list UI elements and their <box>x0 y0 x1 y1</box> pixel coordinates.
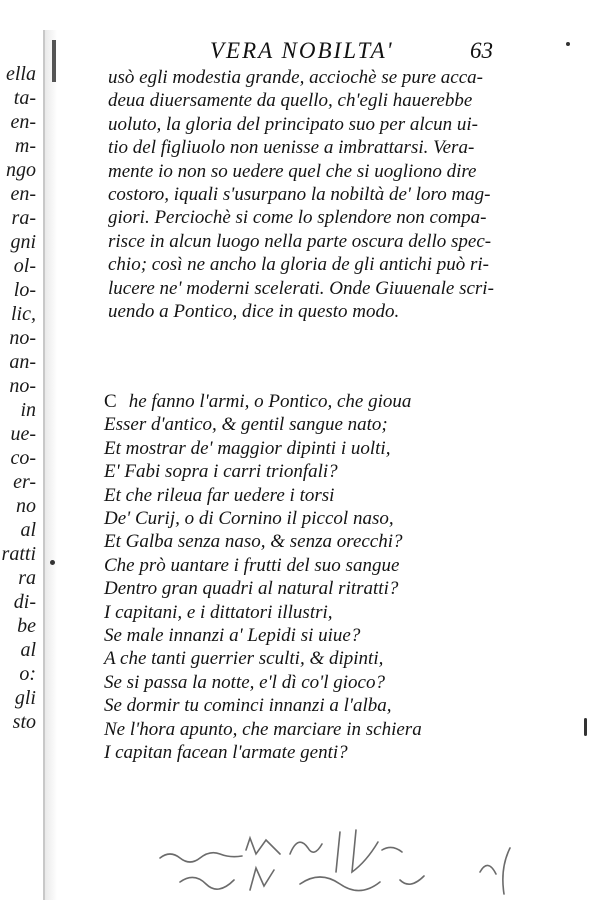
facing-page-word: en- <box>10 183 36 205</box>
prose-line: uendo a Pontico, dice in questo modo. <box>108 301 400 323</box>
verse-line: Se male innanzi a' Lepidi si uiue? <box>104 625 361 647</box>
verse-line: Se si passa la notte, e'l dì co'l gioco? <box>104 671 385 693</box>
facing-page-word: no <box>16 495 36 517</box>
facing-page-word: ra- <box>11 207 36 229</box>
facing-page-word: er- <box>13 471 36 493</box>
prose-line: chio; così ne ancho la gloria de gli antichi può ri- <box>108 254 490 276</box>
prose-line: deua diuersamente da quello, ch'egli hauerebbe <box>108 90 473 112</box>
verse-line: De' Curij, o di Cornino il piccol naso, <box>104 508 394 530</box>
prose-line: mente io non so uedere quel che si uogliono dire <box>108 160 477 182</box>
facing-page-word: lic, <box>11 303 36 325</box>
running-title: VERA NOBILTA' <box>210 38 394 63</box>
verse-line: Ne l'hora apunto, che marciare in schiera <box>104 718 422 740</box>
facing-page-word: di- <box>13 591 36 613</box>
facing-page-fragment <box>0 62 40 734</box>
facing-page-word: o: <box>19 663 36 685</box>
facing-page-word: al <box>20 519 36 541</box>
facing-page-word: ngo <box>6 159 36 181</box>
handwritten-signature <box>150 820 550 900</box>
page-number: 63 <box>470 38 493 63</box>
facing-page-word: no- <box>9 375 36 397</box>
facing-page-word: ue- <box>10 423 36 445</box>
facing-page-word: en- <box>10 111 36 133</box>
facing-page-word: gli <box>14 687 36 709</box>
prose-line: costoro, iquali s'usurpano la nobiltà de' loro mag- <box>108 184 491 206</box>
verse-block <box>104 390 524 765</box>
facing-page-word: gni <box>10 231 36 253</box>
verse-line: Dentro gran quadri al natural ritratti? <box>104 578 399 600</box>
verse-dropcap: C <box>104 391 117 412</box>
ink-speck <box>50 560 55 565</box>
gutter-mark <box>52 40 56 82</box>
verse-line: Se dormir tu cominci innanzi a l'alba, <box>104 695 392 717</box>
prose-body <box>108 66 538 323</box>
verse-line: Esser d'antico, & gentil sangue nato; <box>104 414 388 436</box>
prose-line: risce in alcun luogo nella parte oscura dello spec- <box>108 230 492 252</box>
page-header <box>210 38 530 68</box>
facing-page-word: ta- <box>13 87 36 109</box>
prose-line: uoluto, la gloria del principato suo per alcun ui- <box>108 113 478 135</box>
prose-line: tio del figliuolo non uenisse a imbrattarsi. Vera- <box>108 137 475 159</box>
facing-page-word: co- <box>10 447 36 469</box>
facing-page-word: m- <box>14 135 36 157</box>
facing-page-word: an- <box>9 351 36 373</box>
verse-line-text: he fanno l'armi, o Pontico, che gioua <box>128 391 412 412</box>
ink-speck <box>584 718 587 736</box>
verse-line: Et mostrar de' maggior dipinti i uolti, <box>104 437 391 459</box>
verse-line: E' Fabi sopra i carri trionfali? <box>104 461 338 483</box>
facing-page-word: be <box>17 615 36 637</box>
verse-first-line <box>104 390 524 413</box>
verse-line: I capitan facean l'armate genti? <box>104 742 348 764</box>
facing-page-word: lo- <box>13 279 36 301</box>
facing-page-word: sto <box>12 711 36 733</box>
verse-line: Che prò uantare i frutti del suo sangue <box>104 554 400 576</box>
verse-line: I capitani, e i dittatori illustri, <box>104 601 333 623</box>
prose-line: giori. Perciochè si come lo splendore non compa- <box>108 207 487 229</box>
facing-page-word: al <box>20 639 36 661</box>
facing-page-word: ella <box>6 63 36 85</box>
facing-page-word: in <box>20 399 36 421</box>
prose-line: usò egli modestia grande, acciochè se pure acca- <box>108 67 483 88</box>
facing-page-word: no- <box>9 327 36 349</box>
verse-line: A che tanti guerrier sculti, & dipinti, <box>104 648 384 670</box>
facing-page-word: ra <box>18 567 36 589</box>
facing-page-word: ratti <box>1 543 36 565</box>
ink-speck <box>566 42 570 46</box>
verse-line: Et che rileua far uedere i torsi <box>104 484 335 506</box>
page-gutter <box>43 30 57 900</box>
verse-line: Et Galba senza naso, & senza orecchi? <box>104 531 403 553</box>
prose-line: lucere ne' moderni scelerati. Onde Giuuenale scri- <box>108 277 494 299</box>
facing-page-word: ol- <box>13 255 36 277</box>
